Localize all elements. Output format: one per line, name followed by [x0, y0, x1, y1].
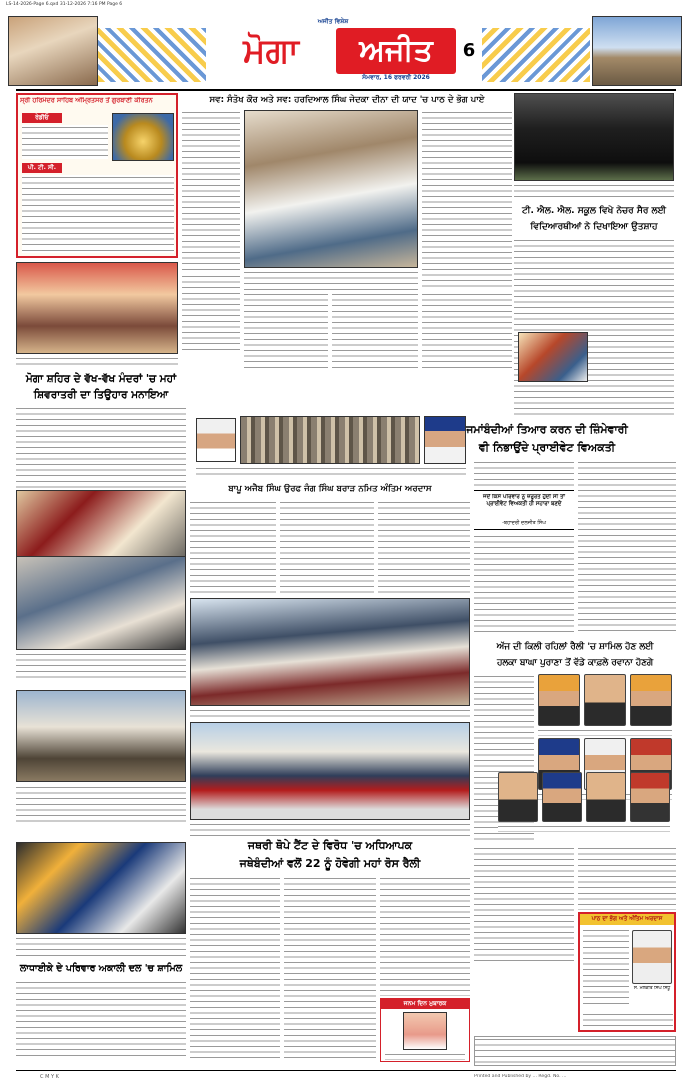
center-meeting-photo [190, 598, 470, 706]
top-body-lower-3 [332, 292, 418, 372]
pull-quote-byline: -ਬਹਾਦਰੀ ਦਲਜੀਤ ਸਿੰਘ [502, 520, 546, 526]
ardas-portrait [632, 930, 672, 984]
family-caption [16, 936, 186, 956]
bapu-body-1 [190, 500, 276, 596]
top-body-lower-4 [422, 292, 512, 372]
jamabandi-body-3 [578, 460, 676, 634]
top-body-col2 [422, 110, 512, 290]
portrait-captions-row1 [538, 728, 672, 736]
birthday-box [380, 998, 470, 1062]
ad-tag-radio: ਰੇਡੀਓ [22, 113, 62, 123]
portrait-1 [538, 674, 580, 726]
masthead-title-left: ਮੋਗਾ [243, 31, 299, 71]
bapu-headline: ਬਾਪੂ ਅਜੈਬ ਸਿੰਘ ਉਰਫ ਜੰਗ ਸਿੰਘ ਬਰਾੜ ਨਮਿਤ ਅੰਤਿਮ ਅਰਦਾਸ [228, 484, 432, 494]
bapu-body-3 [378, 500, 470, 596]
portrait-9 [586, 772, 626, 822]
page-number: 6 [462, 40, 476, 61]
ad-body-1 [22, 125, 108, 159]
teachers-body-3 [380, 876, 470, 996]
masthead-divider [16, 89, 676, 91]
ardas-body [583, 928, 629, 1008]
birthday-caption [385, 1052, 465, 1060]
jamabandi-body-1 [474, 460, 574, 488]
shivratri-headline-2: ਸ਼ਿਵਰਾਤਰੀ ਦਾ ਤਿਉਹਾਰ ਮਨਾਇਆ [33, 389, 169, 401]
portrait-3 [630, 674, 672, 726]
imprint-block [474, 1036, 676, 1066]
ceremony-caption [244, 270, 418, 290]
meeting-caption-left [16, 652, 186, 682]
gurbani-ad-box [16, 93, 178, 258]
footer-imprint: Printed and Published by ... Regd. No. ... [474, 1074, 567, 1079]
shivratri-body [16, 406, 186, 488]
center-meeting-caption [190, 708, 470, 720]
group-photo-left [16, 690, 186, 782]
masthead-title-right: ਅਜੀਤ [336, 28, 456, 74]
top-body-lower-1 [182, 274, 240, 354]
masthead-left-photo [8, 16, 98, 86]
ardas-ad-box [578, 912, 676, 1032]
family-body [16, 980, 186, 1060]
portrait-7 [498, 772, 538, 822]
teachers-body-2 [284, 876, 376, 1062]
masthead-date: ਸੋਮਵਾਰ, 16 ਫਰਵਰੀ 2026 [362, 74, 430, 81]
meeting-photo-left [16, 556, 186, 650]
center-group-caption [190, 822, 470, 836]
portrait-2 [584, 674, 626, 726]
family-photo [16, 842, 186, 934]
school-outing-photo [518, 332, 588, 382]
school-headline-2: ਵਿਦਿਆਰਥੀਆਂ ਨੇ ਦਿਖਾਇਆ ਉਤਸ਼ਾਹ [530, 222, 658, 232]
festival-caption [16, 356, 178, 368]
school-body [514, 238, 674, 418]
rally-headline-2: ਹਲਕਾ ਬਾਘਾ ਪੁਰਾਣਾ ਤੋਂ ਵੱਡੇ ਕਾਫ਼ਲੇ ਰਵਾਨਾ ਹੋਣਗੇ [496, 658, 654, 668]
birthday-label: ਜਨਮ ਦਿਨ ਮੁਬਾਰਕ [381, 999, 469, 1009]
top-body-col1 [182, 110, 240, 270]
masthead-right-photo [592, 16, 682, 86]
teachers-body-1 [190, 876, 280, 1062]
top-headline: ਸਵ: ਸੰਤੋਖ ਕੌਰ ਅਤੇ ਸਵ: ਹਰਦਿਆਲ ਸਿੰਘ ਜੇਦਕਾ ਦੀਨਾ ਦੀ ਯਾਦ 'ਚ ਪਾਠ ਦੇ ਭੋਗ ਪਾਏ [209, 95, 485, 105]
teachers-headline-1: ਜਥਰੀ ਥੋਪੇ ਟੈਂਟ ਦੇ ਵਿਰੋਧ 'ਚ ਅਧਿਆਪਕ [247, 839, 413, 852]
masthead-tagline: ਅਜੀਤ ਵਿਸ਼ੇਸ਼ [317, 18, 349, 25]
teachers-headline-2: ਜਥੇਬੰਦੀਆਂ ਵਲੋਂ 22 ਨੂੰ ਹੋਵੇਗੀ ਮਹਾਂ ਰੋਸ ਰੈਲੀ [239, 857, 421, 870]
portrait-captions-row3 [498, 824, 670, 832]
ceremony-photo [244, 110, 418, 268]
top-body-lower-2 [244, 292, 328, 372]
jamabandi-headline-1: ਜਮਾਂਬੰਦੀਆਂ ਤਿਆਰ ਕਰਨ ਦੀ ਜ਼ਿੰਮੇਵਾਰੀ [466, 423, 628, 436]
jamabandi-body-2 [474, 534, 574, 634]
rally-portraits-row3 [474, 772, 676, 834]
portrait-8 [542, 772, 582, 822]
rally-headline-1: ਅੱਜ ਦੀ ਕਿਲੀ ਰਹਿਲਾਂ ਰੈਲੀ 'ਚ ਸ਼ਾਮਿਲ ਹੋਣ ਲਈ [496, 642, 654, 652]
ad-tag-ptc: ਪੀ. ਟੀ. ਸੀ. [22, 163, 62, 173]
rally-body-lower-1 [474, 846, 574, 962]
bapu-portrait [196, 418, 236, 462]
golden-temple-photo [112, 113, 174, 161]
footer-rule [16, 1070, 676, 1071]
ardas-title: ਪਾਠ ਦਾ ਭੋਗ ਅਤੇ ਅੰਤਿਮ ਅਰਦਾਸ [580, 914, 674, 925]
masthead [6, 10, 682, 88]
ardas-footer [583, 1012, 673, 1028]
masthead-left-pattern [98, 28, 206, 82]
school-caption [514, 183, 674, 199]
group-caption-left [16, 785, 186, 825]
family-headline: ਲਾਧਾਈਕੇ ਦੇ ਪਰਿਵਾਰ ਅਕਾਲੀ ਦਲ 'ਚ ਸ਼ਾਮਿਲ [19, 963, 183, 974]
pull-quote-text: ਜਦੋਂ ਕਿਸੇ ਪਰਿਵਾਰ ਨੂੰ ਜ਼ਰੂਰਤ ਹੁੰਦੀ ਸੀ ਤਾਂ ਪ੍ਰਾਈਵੇਟ ਵਿਅਕਤੀ ਹੀ ਸਹਾਰਾ ਬਣਦੇ [483, 494, 565, 507]
shivratri-headline-1: ਮੋਗਾ ਸ਼ਹਿਰ ਦੇ ਵੱਖ-ਵੱਖ ਮੰਦਰਾਂ 'ਚ ਮਹਾਂ [25, 373, 177, 385]
pull-quote-box [474, 490, 574, 530]
bapu-body-2 [280, 500, 374, 596]
portrait-10 [630, 772, 670, 822]
birthday-photo [403, 1012, 447, 1050]
footer-cmyk: C M Y K [40, 1074, 59, 1080]
school-headline-1: ਟੀ. ਐਲ. ਐਲ. ਸਕੂਲ ਵਿਖੇ ਨੇਚਰ ਸੈਰ ਲਈ [522, 206, 666, 216]
rally-body-lower-2 [578, 846, 676, 910]
school-group-photo [514, 93, 674, 181]
bapu-caption [196, 466, 466, 478]
festival-photo [16, 262, 178, 354]
center-group-photo [190, 722, 470, 820]
masthead-right-pattern [482, 28, 590, 82]
jamabandi-headline-2: ਵੀ ਨਿਭਾਉਂਦੇ ਪ੍ਰਾਈਵੇਟ ਵਿਅਕਤੀ [478, 441, 616, 454]
bapu-crowd-photo [240, 416, 420, 464]
print-slug-line: LS-14-2026-Page 6.qxd 31-12-2026 7:16 PM Page 6 [6, 2, 123, 7]
ad-title: ਸ੍ਰੀ ਹਰਿਮੰਦਰ ਸਾਹਿਬ ਅੰਮ੍ਰਿਤਸਰ ਤੋਂ ਗੁਰਬਾਣੀ ਕੀਰਤਨ [20, 97, 153, 104]
ardas-portrait-caption: ਸ. ਮਲਕੀਤ ਸਿੰਘ ਸਿੱਧੂ [633, 986, 671, 991]
ad-body-2 [22, 175, 174, 253]
